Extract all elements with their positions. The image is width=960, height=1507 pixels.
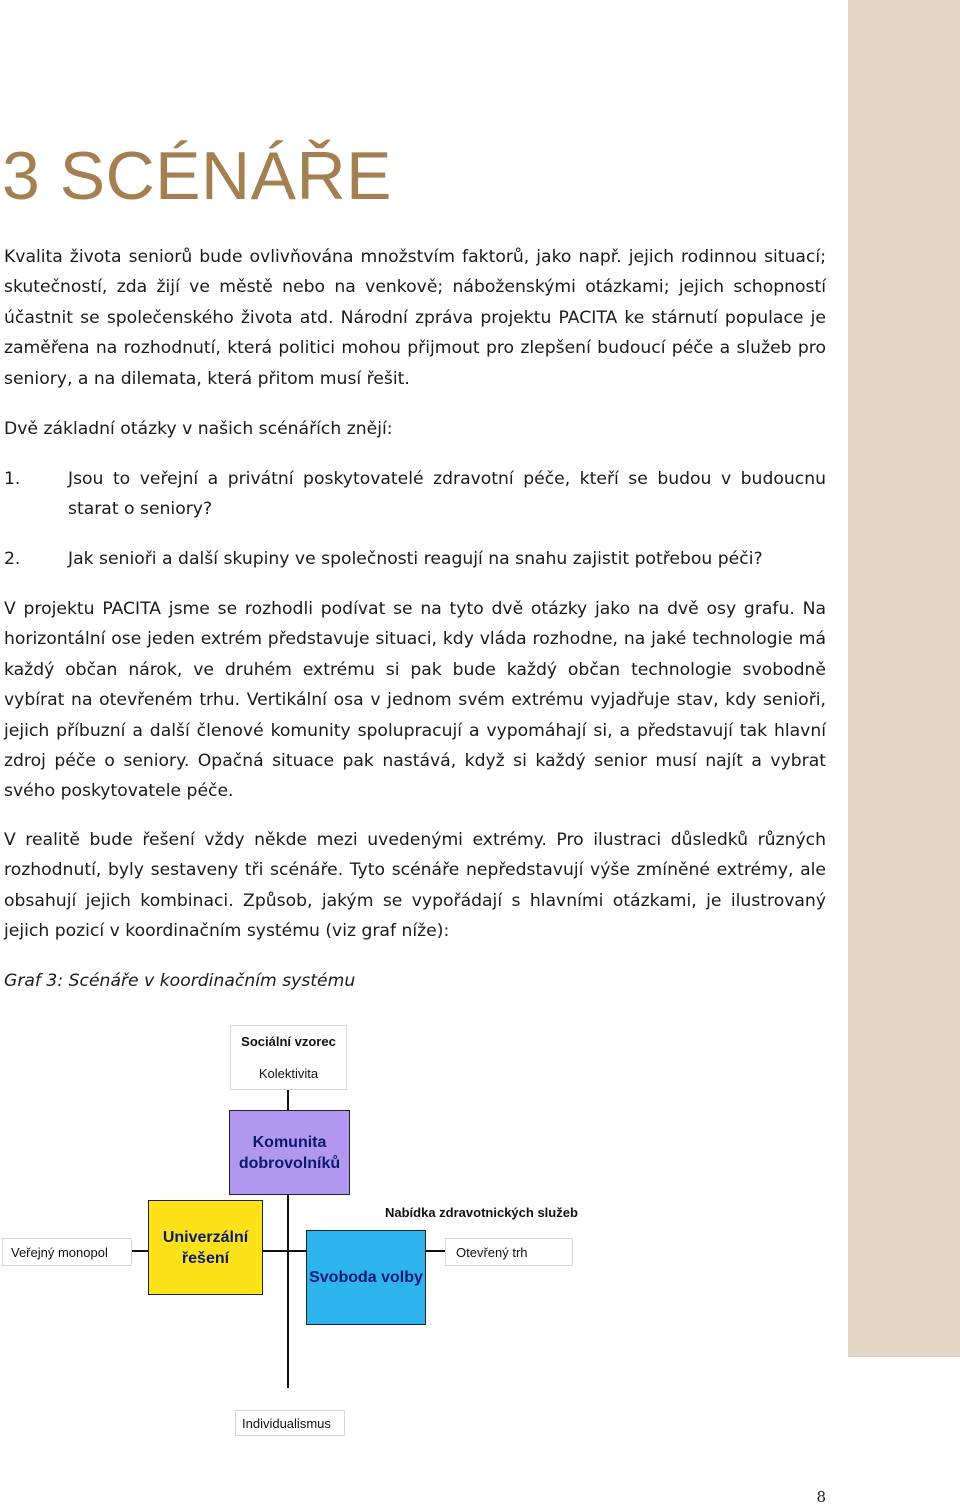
scenario-universal-solution: Univerzální řešení — [148, 1200, 263, 1295]
intro-paragraph: Kvalita života seniorů bude ovlivňována množstvím faktorů, jako např. jejich rodinnou situací; skutečností, zda žijí ve městě nebo na venkově; náboženskými otázkami; jejich schopností účastnit se společenského života atd. Národní zpráva projektu PACITA ke stárnutí populace je zaměřena na rozhodnutí, která politici mohou přijmout pro zlepšení budoucí péče a služeb pro seniory, a na dilemata, která přitom musí řešit. — [4, 247, 826, 389]
vertical-axis-box — [230, 1025, 347, 1090]
questions-intro: Dvě základní otázky v našich scénářích znějí: — [4, 419, 393, 439]
vertical-axis-top-label: Kolektivita — [258, 1065, 319, 1081]
axes-paragraph: V projektu PACITA jsme se rozhodli podívat se na tyto dvě otázky jako na dvě osy grafu. Na horizontální ose jeden extrém představuje situaci, kdy vláda rozhodne, na jaké technologie má každý občan nárok, ve druhém extrému si pak bude každý občan technologie svobodně vybírat na otevřeném trhu. Vertikální osa v jednom svém extrému vyjadřuje stav, kdy senioři, jejich příbuzní a další členové komunity spolupracují a vypomáhají si, a představují tak hlavní zdroj péče o seniory. Opačná situace pak nastává, když si každý senior musí najít a vybrat svého poskytovatele péče. — [4, 599, 826, 802]
horizontal-axis-left-label: Veřejný monopol — [2, 1238, 132, 1266]
vertical-axis-bottom-label: Individualismus — [235, 1410, 345, 1436]
scenario-freedom-of-choice: Svoboda volby — [306, 1230, 426, 1325]
figure-caption: Graf 3: Scénáře v koordinačním systému — [4, 971, 356, 991]
question-1-number: 1. — [4, 469, 21, 489]
vertical-axis-title: Sociální vzorec — [241, 1034, 336, 1050]
scenarios-paragraph: V realitě bude řešení vždy někde mezi uvedenými extrémy. Pro ilustraci důsledků různých rozhodnutí, byly sestaveny tři scénáře. Tyto scénáře nepředstavují výše zmíněné extrémy, ale obsahují jejich kombinaci. Způsob, jakým se vypořádají s hlavními otázkami, je ilustrovaný jejich pozicí v koordinačním systému (viz graf níže): — [4, 830, 826, 942]
page-number: 8 — [816, 1488, 826, 1506]
decorative-sidebar — [848, 0, 960, 1357]
scenario-community-volunteers: Komunita dobrovolníků — [229, 1110, 350, 1195]
horizontal-axis-right-label: Otevřený trh — [445, 1238, 573, 1266]
chapter-title: 3 SCÉNÁŘE — [2, 138, 392, 214]
question-1-text: Jsou to veřejní a privátní poskytovatelé zdravotní péče, kteří se budou v budoucnu starat o seniory? — [68, 469, 826, 520]
question-2-text: Jak senioři a další skupiny ve společnosti reagují na snahu zajistit potřebou péči? — [68, 549, 763, 569]
horizontal-axis-title: Nabídka zdravotnických služeb — [385, 1205, 578, 1220]
question-2-number: 2. — [4, 549, 21, 569]
